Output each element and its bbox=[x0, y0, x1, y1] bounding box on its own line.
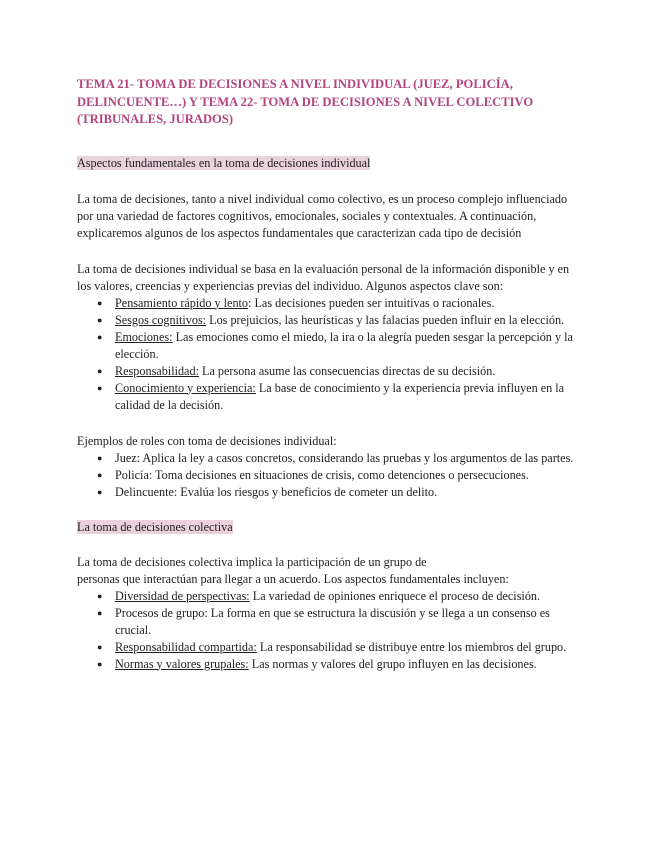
bullet-icon: ● bbox=[97, 314, 103, 325]
item-term: Pensamiento rápido y lento bbox=[115, 295, 249, 310]
bullet-icon: ● bbox=[97, 297, 103, 308]
document-title: TEMA 21- TOMA DE DECISIONES A NIVEL INDIVIDUAL (JUEZ, POLICÍA, DELINCUENTE…) Y TEMA 22- TOMA DE DECISIONES A NIVEL COLECTIVO (TRIBUNALES, JURADOS) bbox=[77, 77, 534, 126]
item-text: La base de conocimiento y la experiencia previa influyen en la calidad de la decisión. bbox=[115, 380, 565, 412]
list-item bbox=[77, 450, 577, 467]
item-text: La variedad de opiniones enriquece el proceso de decisión. bbox=[249, 588, 541, 603]
highlighted-heading: Aspectos fundamentales en la toma de decisiones individual bbox=[77, 155, 371, 170]
item-term: Diversidad de perspectivas: bbox=[115, 588, 250, 603]
bullet-icon: ● bbox=[97, 382, 103, 393]
list-item bbox=[77, 588, 577, 605]
list-item bbox=[77, 295, 577, 312]
item-text: Juez: Aplica la ley a casos concretos, considerando las pruebas y los argumentos de las partes. bbox=[115, 450, 574, 465]
bullet-icon: ● bbox=[97, 590, 103, 601]
individual-paragraph: La toma de decisiones individual se basa en la evaluación personal de la información disponible y en los valores, creencias y experiencias previas del individuo. Algunos aspectos clave son: bbox=[77, 261, 570, 293]
bullet-icon: ● bbox=[97, 365, 103, 376]
item-term: Conocimiento y experiencia: bbox=[115, 380, 256, 395]
item-term: Emociones: bbox=[115, 329, 173, 344]
individual-aspects-list bbox=[77, 295, 577, 414]
item-term: Responsabilidad: bbox=[115, 363, 199, 378]
bullet-icon: ● bbox=[97, 658, 103, 669]
bullet-icon: ● bbox=[97, 486, 103, 497]
intro-line: La toma de decisiones colectiva implica la participación de un grupo de bbox=[77, 554, 427, 569]
document-body bbox=[77, 76, 577, 673]
list-item bbox=[77, 329, 577, 363]
section-heading-collective bbox=[77, 519, 577, 536]
intro-line: personas que interactúan para llegar a un acuerdo. Los aspectos fundamentales incluyen: bbox=[77, 571, 509, 586]
item-text: La persona asume las consecuencias directas de su decisión. bbox=[198, 363, 496, 378]
intro-paragraph: La toma de decisiones, tanto a nivel individual como colectivo, es un proceso complejo influenciado por una variedad de factores cognitivos, emocionales, sociales y contextuales. A continuación, explicaremos algunos de los aspectos fundamentales que caracterizan cada tipo de decisión bbox=[77, 191, 568, 240]
bullet-icon: ● bbox=[97, 607, 103, 618]
section-heading-individual bbox=[77, 155, 577, 172]
item-text: Las emociones como el miedo, la ira o la alegría pueden sesgar la percepción y la elección. bbox=[115, 329, 573, 361]
list-item bbox=[77, 467, 577, 484]
list-item bbox=[77, 312, 577, 329]
item-term: Sesgos cognitivos: bbox=[115, 312, 207, 327]
list-item bbox=[77, 363, 577, 380]
bullet-icon: ● bbox=[97, 452, 103, 463]
list-item bbox=[77, 484, 577, 501]
item-text: Delincuente: Evalúa los riesgos y beneficios de cometer un delito. bbox=[115, 484, 438, 499]
list-item bbox=[77, 380, 577, 414]
item-text: Los prejuicios, las heurísticas y las falacias pueden influir en la elección. bbox=[206, 312, 565, 327]
examples-intro: Ejemplos de roles con toma de decisiones individual: bbox=[77, 433, 337, 448]
bullet-icon: ● bbox=[97, 641, 103, 652]
bullet-icon: ● bbox=[97, 331, 103, 342]
bullet-icon: ● bbox=[97, 469, 103, 480]
item-text: Las normas y valores del grupo influyen en las decisiones. bbox=[248, 656, 537, 671]
item-term: Responsabilidad compartida: bbox=[115, 639, 257, 654]
item-text: : Las decisiones pueden ser intuitivas o racionales. bbox=[248, 295, 495, 310]
highlighted-heading: La toma de decisiones colectiva bbox=[77, 519, 233, 534]
item-term: Normas y valores grupales: bbox=[115, 656, 249, 671]
list-item bbox=[77, 639, 577, 656]
collective-aspects-list bbox=[77, 588, 577, 673]
item-text: Procesos de grupo: La forma en que se estructura la discusión y se llega a un consenso es crucial. bbox=[115, 605, 550, 637]
list-item bbox=[77, 605, 577, 639]
collective-paragraph bbox=[77, 554, 577, 588]
item-text: Policía: Toma decisiones en situaciones de crisis, como detenciones o persecuciones. bbox=[115, 467, 529, 482]
list-item bbox=[77, 656, 577, 673]
examples-list bbox=[77, 450, 577, 501]
item-text: La responsabilidad se distribuye entre los miembros del grupo. bbox=[256, 639, 567, 654]
